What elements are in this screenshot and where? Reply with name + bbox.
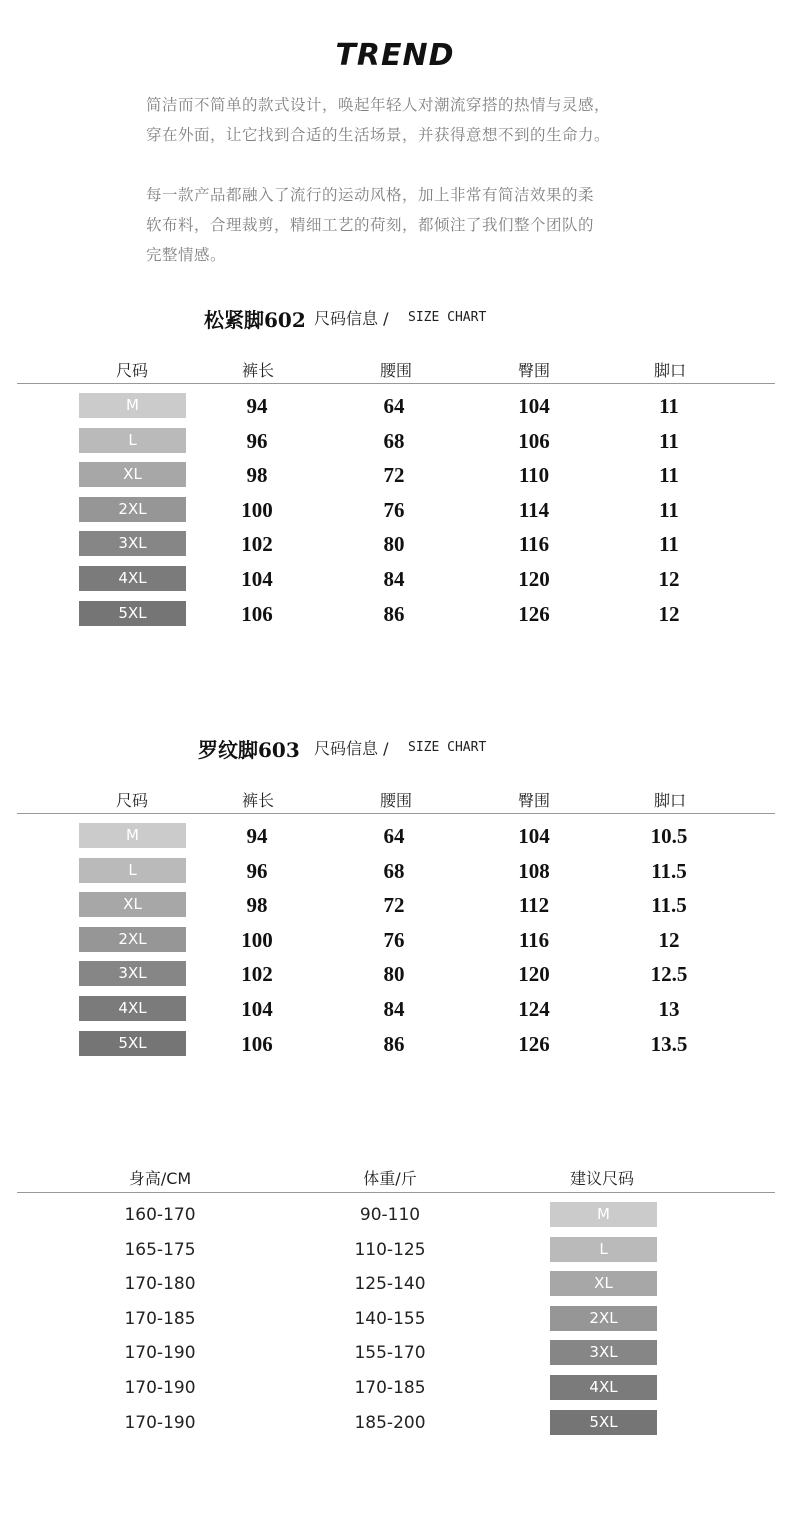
- table1-subtitle: 尺码信息 /: [314, 309, 389, 328]
- size-badge: L: [550, 1237, 657, 1262]
- cell-waist: 86: [383, 601, 405, 626]
- cell-hip: 120: [518, 567, 550, 591]
- cell-waist: 84: [383, 997, 405, 1021]
- cell-hip: 112: [518, 893, 550, 918]
- cell-hip: 106: [518, 428, 550, 453]
- cell-height: 160-170: [124, 1205, 196, 1225]
- cell-waist: 86: [383, 1031, 405, 1056]
- size-badge: 4XL: [79, 566, 186, 591]
- cell-length: 102: [241, 532, 273, 557]
- table-row: [0, 531, 790, 559]
- cell-height: 170-190: [124, 1343, 196, 1364]
- intro-line: 软布料，合理裁剪，精细工艺的荷刻，都倾注了我们整个团队的: [146, 216, 595, 234]
- header-size: 尺码: [115, 791, 149, 810]
- size-badge: 2XL: [550, 1306, 657, 1331]
- cell-hem: 11: [659, 394, 679, 418]
- cell-hip: 114: [518, 497, 550, 522]
- header-length: 裤长: [241, 791, 275, 810]
- cell-waist: 76: [383, 497, 405, 522]
- cell-waist: 76: [383, 927, 405, 952]
- table-row: [0, 393, 790, 421]
- table-row: [0, 996, 790, 1024]
- table-row: [0, 428, 790, 456]
- cell-length: 96: [246, 858, 268, 883]
- table-row: [0, 1271, 790, 1299]
- size-badge: 5XL: [79, 601, 186, 626]
- cell-length: 96: [246, 428, 268, 453]
- table2-subtitle: 尺码信息 /: [314, 739, 389, 758]
- size-badge: 3XL: [550, 1340, 657, 1365]
- table-row: [0, 1375, 790, 1403]
- table-row: [0, 961, 790, 989]
- intro-line: 简洁而不简单的款式设计，唤起年轻人对潮流穿搭的热情与灵感，: [146, 96, 611, 114]
- size-badge: 4XL: [79, 996, 186, 1021]
- cell-length: 98: [246, 463, 268, 488]
- size-badge: 5XL: [79, 1031, 186, 1056]
- cell-weight: 125-140: [354, 1274, 426, 1295]
- table-row: [0, 601, 790, 629]
- cell-length: 104: [241, 997, 273, 1021]
- header-length: 裤长: [241, 361, 275, 380]
- cell-hem: 11: [659, 463, 679, 488]
- size-badge: 3XL: [79, 531, 186, 556]
- cell-waist: 68: [383, 858, 405, 883]
- cell-length: 106: [241, 1031, 273, 1056]
- table1-divider: [17, 383, 775, 384]
- table1-subtitle-en: SIZE CHART: [408, 310, 487, 325]
- cell-length: 100: [241, 927, 273, 952]
- cell-hip: 110: [518, 463, 550, 488]
- cell-length: 100: [241, 497, 273, 522]
- cell-hip: 104: [518, 394, 550, 418]
- table-row: [0, 1202, 790, 1230]
- table-row: [0, 858, 790, 886]
- header-height: 身高/CM: [128, 1169, 192, 1188]
- size-badge: M: [79, 393, 186, 418]
- size-badge: 2XL: [79, 497, 186, 522]
- intro-line: 完整情感。: [146, 246, 227, 264]
- table-row: [0, 927, 790, 955]
- cell-waist: 80: [383, 962, 405, 987]
- cell-waist: 64: [383, 824, 405, 848]
- cell-hip: 104: [518, 824, 550, 848]
- cell-hip: 116: [518, 927, 550, 952]
- cell-hip: 126: [518, 601, 550, 626]
- header-hip: 臀围: [517, 791, 551, 810]
- size-badge: XL: [79, 892, 186, 917]
- cell-hem: 13: [658, 997, 680, 1021]
- size-badge: 2XL: [79, 927, 186, 952]
- cell-weight: 155-170: [354, 1343, 426, 1364]
- intro-paragraph-1: [146, 90, 666, 150]
- table1-header: [0, 358, 790, 386]
- cell-length: 98: [246, 893, 268, 918]
- size-badge: 5XL: [550, 1410, 657, 1435]
- size-badge: M: [550, 1202, 657, 1227]
- cell-length: 94: [246, 824, 268, 848]
- size-badge: 4XL: [550, 1375, 657, 1400]
- table1-name: 松紧脚602: [204, 308, 306, 332]
- table2-divider: [17, 813, 775, 814]
- cell-height: 170-185: [124, 1308, 196, 1329]
- cell-hip: 116: [518, 532, 550, 557]
- cell-hem: 11.5: [651, 893, 687, 918]
- cell-waist: 84: [383, 567, 405, 591]
- cell-weight: 185-200: [354, 1412, 426, 1433]
- cell-weight: 110-125: [354, 1239, 426, 1260]
- size-badge: XL: [550, 1271, 657, 1296]
- cell-weight: 90-110: [359, 1205, 421, 1225]
- header-hip: 臀围: [517, 361, 551, 380]
- page-title: TREND: [335, 38, 455, 73]
- header-waist: 腰围: [379, 361, 413, 380]
- cell-hem: 11.5: [651, 858, 687, 883]
- cell-hem: 12.5: [650, 962, 688, 987]
- cell-waist: 80: [383, 532, 405, 557]
- table2-subtitle-en: SIZE CHART: [408, 740, 487, 755]
- cell-waist: 72: [383, 893, 405, 918]
- size-badge: L: [79, 858, 186, 883]
- table3-divider: [17, 1192, 775, 1193]
- header-size: 尺码: [115, 361, 149, 380]
- header-hem: 脚口: [653, 791, 687, 810]
- cell-weight: 140-155: [354, 1308, 426, 1329]
- cell-height: 170-190: [124, 1412, 196, 1433]
- header-waist: 腰围: [379, 791, 413, 810]
- cell-length: 104: [241, 567, 273, 591]
- cell-hem: 12: [658, 567, 680, 591]
- cell-length: 102: [241, 962, 273, 987]
- cell-hip: 120: [518, 962, 550, 987]
- table-row: [0, 497, 790, 525]
- table-row: [0, 892, 790, 920]
- cell-waist: 72: [383, 463, 405, 488]
- cell-hem: 12: [658, 601, 680, 626]
- size-badge: M: [79, 823, 186, 848]
- size-badge: L: [79, 428, 186, 453]
- intro-paragraph-2: [146, 180, 666, 270]
- cell-height: 170-190: [124, 1378, 196, 1398]
- table2-name: 罗纹脚603: [198, 738, 300, 762]
- cell-waist: 68: [383, 428, 405, 453]
- table-row: [0, 1237, 790, 1265]
- cell-hip: 126: [518, 1031, 550, 1056]
- table-row: [0, 1306, 790, 1334]
- intro-line: 每一款产品都融入了流行的运动风格，加上非常有简洁效果的柔: [146, 186, 595, 204]
- cell-hem: 12: [658, 927, 680, 952]
- header-weight: 体重/斤: [363, 1169, 417, 1188]
- cell-height: 170-180: [124, 1274, 196, 1295]
- header-hem: 脚口: [653, 361, 687, 380]
- intro-line: 穿在外面，让它找到合适的生活场景，并获得意想不到的生命力。: [146, 126, 611, 144]
- table3-header: [0, 1166, 790, 1194]
- cell-hem: 13.5: [650, 1031, 688, 1056]
- table-row: [0, 1031, 790, 1059]
- cell-height: 165-175: [124, 1239, 196, 1260]
- table-row: [0, 823, 790, 851]
- cell-hem: 10.5: [650, 824, 688, 848]
- size-badge: 3XL: [79, 961, 186, 986]
- cell-hem: 11: [659, 497, 679, 522]
- cell-hip: 124: [518, 997, 550, 1021]
- table-row: [0, 1340, 790, 1368]
- size-badge: XL: [79, 462, 186, 487]
- cell-hip: 108: [518, 858, 550, 883]
- table-row: [0, 566, 790, 594]
- cell-hem: 11: [659, 428, 679, 453]
- header-recommended-size: 建议尺码: [569, 1169, 635, 1188]
- cell-length: 94: [246, 394, 268, 418]
- table2-header: [0, 788, 790, 816]
- cell-hem: 11: [659, 532, 679, 557]
- cell-weight: 170-185: [354, 1378, 426, 1398]
- cell-length: 106: [241, 601, 273, 626]
- cell-waist: 64: [383, 394, 405, 418]
- table-row: [0, 462, 790, 490]
- table-row: [0, 1410, 790, 1438]
